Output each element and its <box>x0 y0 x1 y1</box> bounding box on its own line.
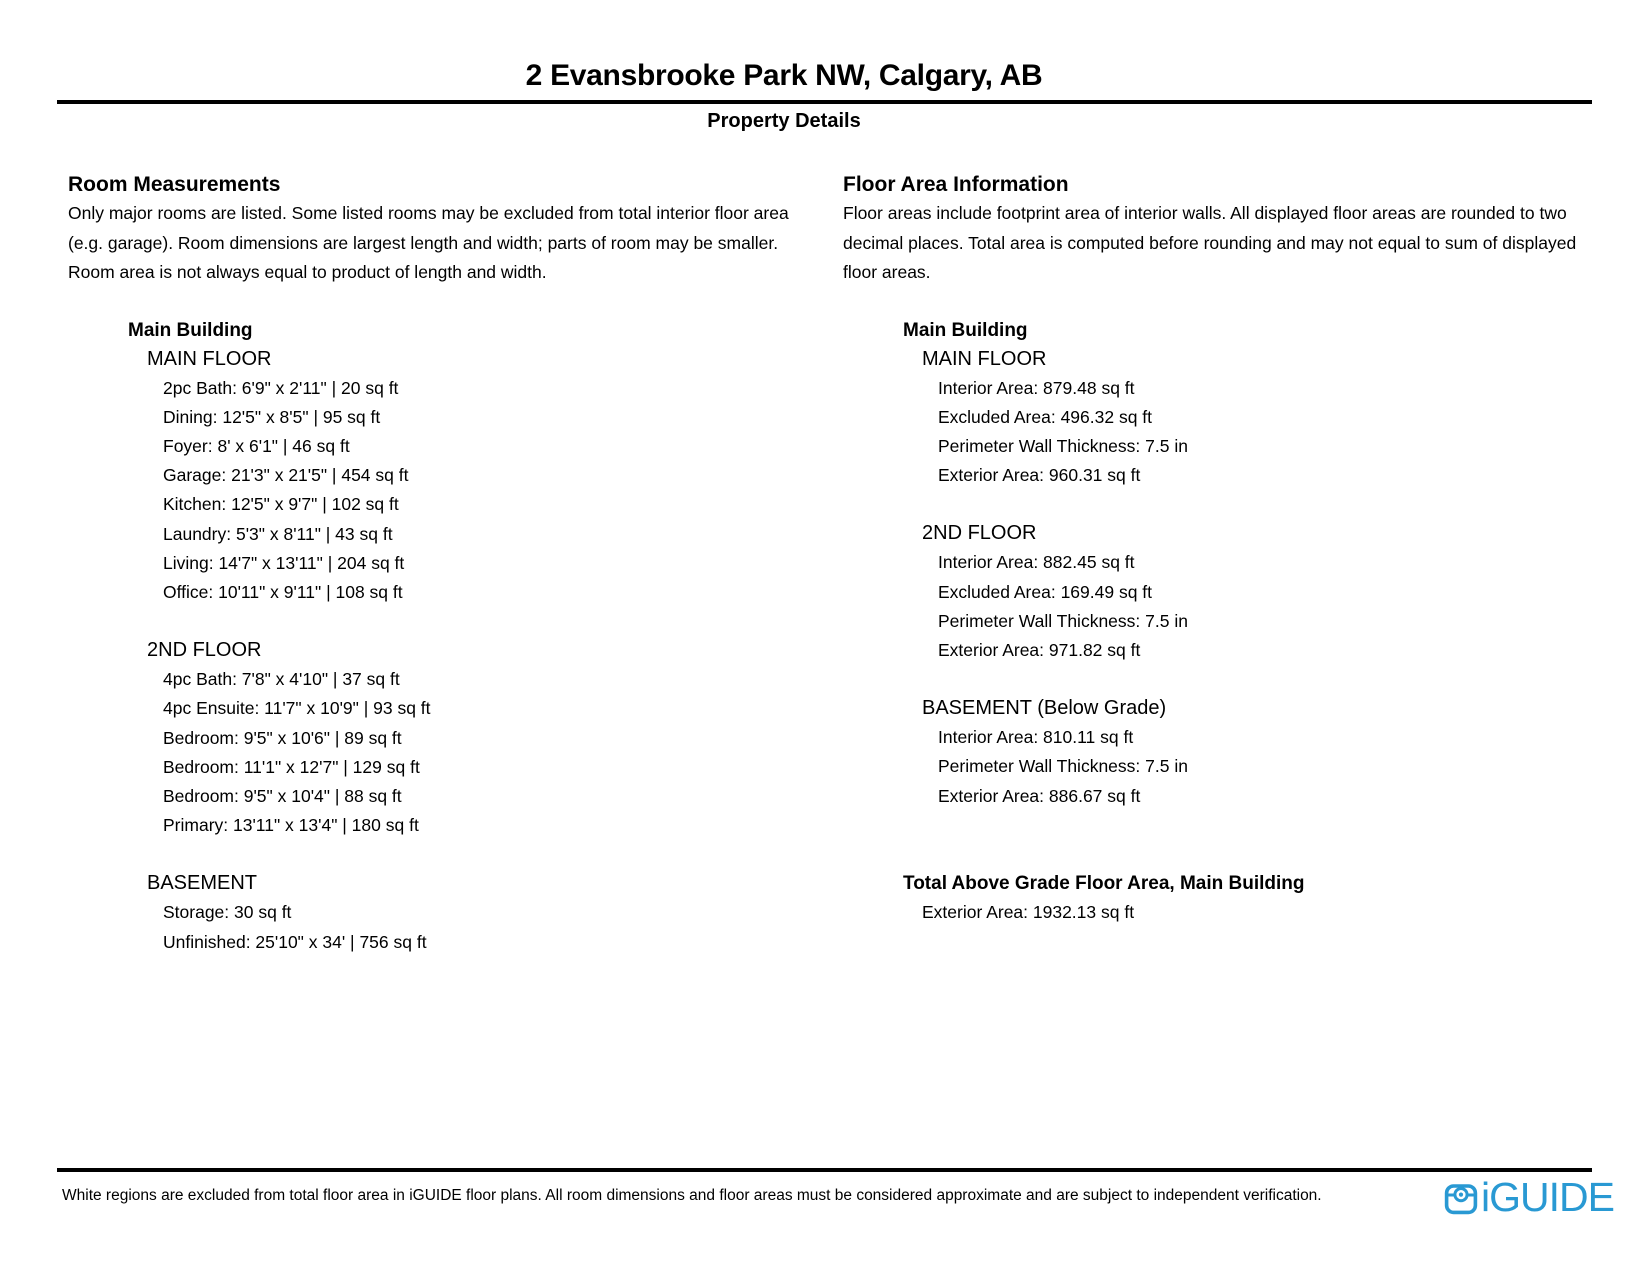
building-name: Main Building <box>128 319 253 341</box>
detail-line: Perimeter Wall Thickness: 7.5 in <box>938 435 1188 456</box>
building-block <box>843 316 1603 811</box>
floor-lines <box>843 374 1603 491</box>
floor-lines <box>68 665 813 840</box>
floor-area-description: decimal places. Total area is computed before rounding and may not equal to sum of displayed <box>843 232 1577 253</box>
detail-line: Interior Area: 879.48 sq ft <box>938 377 1135 398</box>
floor-name: MAIN FLOOR <box>922 347 1047 370</box>
detail-line: Garage: 21'3" x 21'5" | 454 sq ft <box>163 465 409 486</box>
building-block <box>68 316 813 957</box>
floor-block <box>68 869 813 956</box>
floor-lines <box>843 723 1603 811</box>
floor-area-buildings <box>843 316 1603 811</box>
total-exterior-area: Exterior Area: 1932.13 sq ft <box>922 901 1135 922</box>
floor-area-description: Floor areas include footprint area of interior walls. All displayed floor areas are rounded to two <box>843 203 1567 223</box>
floor-name: BASEMENT (Below Grade) <box>922 697 1167 720</box>
floors <box>68 345 813 957</box>
building-name: Main Building <box>903 319 1028 341</box>
detail-line: Exterior Area: 960.31 sq ft <box>938 465 1141 486</box>
floor-lines <box>843 548 1603 665</box>
room-measurements-description: Room area is not always equal to product of length and width. <box>68 262 547 282</box>
room-measurements-description: (e.g. garage). Room dimensions are largest length and width; parts of room may be smaller. <box>68 232 779 253</box>
iguide-logo-text: iGUIDE <box>1481 1174 1614 1220</box>
floor-name: 2ND FLOOR <box>147 639 262 662</box>
detail-line: Perimeter Wall Thickness: 7.5 in <box>938 610 1188 631</box>
detail-line: Exterior Area: 886.67 sq ft <box>938 785 1141 806</box>
floor-block <box>68 636 813 840</box>
footer-divider <box>57 1168 1592 1172</box>
room-measurements-section <box>68 170 813 957</box>
detail-line: Dining: 12'5" x 8'5" | 95 sq ft <box>163 406 381 427</box>
total-above-grade-title: Total Above Grade Floor Area, Main Building <box>903 872 1305 894</box>
floor-area-section <box>843 170 1603 927</box>
detail-line: Bedroom: 11'1" x 12'7" | 129 sq ft <box>163 756 420 777</box>
detail-line: Office: 10'11" x 9'11" | 108 sq ft <box>163 581 403 602</box>
floor-lines <box>68 898 813 956</box>
detail-line: Excluded Area: 496.32 sq ft <box>938 406 1153 427</box>
floor-area-description: floor areas. <box>843 262 931 282</box>
floor-block <box>68 345 813 608</box>
detail-line: 2pc Bath: 6'9" x 2'11" | 20 sq ft <box>163 377 399 398</box>
floor-block <box>843 345 1603 491</box>
floor-lines <box>68 374 813 608</box>
room-measurements-buildings <box>68 316 813 957</box>
detail-line: 4pc Bath: 7'8" x 4'10" | 37 sq ft <box>163 669 400 690</box>
detail-line: Foyer: 8' x 6'1" | 46 sq ft <box>163 435 350 456</box>
floors <box>843 345 1603 811</box>
detail-line: Living: 14'7" x 13'11" | 204 sq ft <box>163 552 405 573</box>
detail-line: Bedroom: 9'5" x 10'4" | 88 sq ft <box>163 785 402 806</box>
iguide-camera-icon <box>1444 1181 1478 1215</box>
detail-line: Primary: 13'11" x 13'4" | 180 sq ft <box>163 815 419 836</box>
detail-line: Interior Area: 810.11 sq ft <box>938 727 1134 748</box>
total-above-grade-section <box>843 869 1603 927</box>
detail-line: Bedroom: 9'5" x 10'6" | 89 sq ft <box>163 727 402 748</box>
detail-line: Perimeter Wall Thickness: 7.5 in <box>938 756 1188 777</box>
floor-area-heading: Floor Area Information <box>843 173 1069 196</box>
detail-line: Laundry: 5'3" x 8'11" | 43 sq ft <box>163 523 393 544</box>
floor-name: BASEMENT <box>147 872 258 895</box>
floor-name: MAIN FLOOR <box>147 347 272 370</box>
floor-name: 2ND FLOOR <box>922 522 1037 545</box>
room-measurements-heading: Room Measurements <box>68 173 281 196</box>
page-subtitle: Property Details <box>707 110 861 132</box>
detail-line: Exterior Area: 971.82 sq ft <box>938 639 1141 660</box>
detail-line: Interior Area: 882.45 sq ft <box>938 552 1135 573</box>
detail-line: Excluded Area: 169.49 sq ft <box>938 581 1153 602</box>
detail-line: Storage: 30 sq ft <box>163 902 292 923</box>
detail-line: 4pc Ensuite: 11'7" x 10'9" | 93 sq ft <box>163 698 431 719</box>
detail-line: Kitchen: 12'5" x 9'7" | 102 sq ft <box>163 494 399 515</box>
footer-disclaimer: White regions are excluded from total floor area in iGUIDE floor plans. All room dimensions and floor areas must be considered approximate and are subject to independent verification. <box>62 1187 1322 1204</box>
floor-block <box>843 694 1603 811</box>
floor-block <box>843 519 1603 665</box>
page-title: 2 Evansbrooke Park NW, Calgary, AB <box>525 59 1043 92</box>
detail-line: Unfinished: 25'10" x 34' | 756 sq ft <box>163 931 427 952</box>
room-measurements-description: Only major rooms are listed. Some listed rooms may be excluded from total interior floor area <box>68 203 789 223</box>
header-divider <box>57 100 1592 104</box>
iguide-logo <box>1444 1174 1614 1220</box>
